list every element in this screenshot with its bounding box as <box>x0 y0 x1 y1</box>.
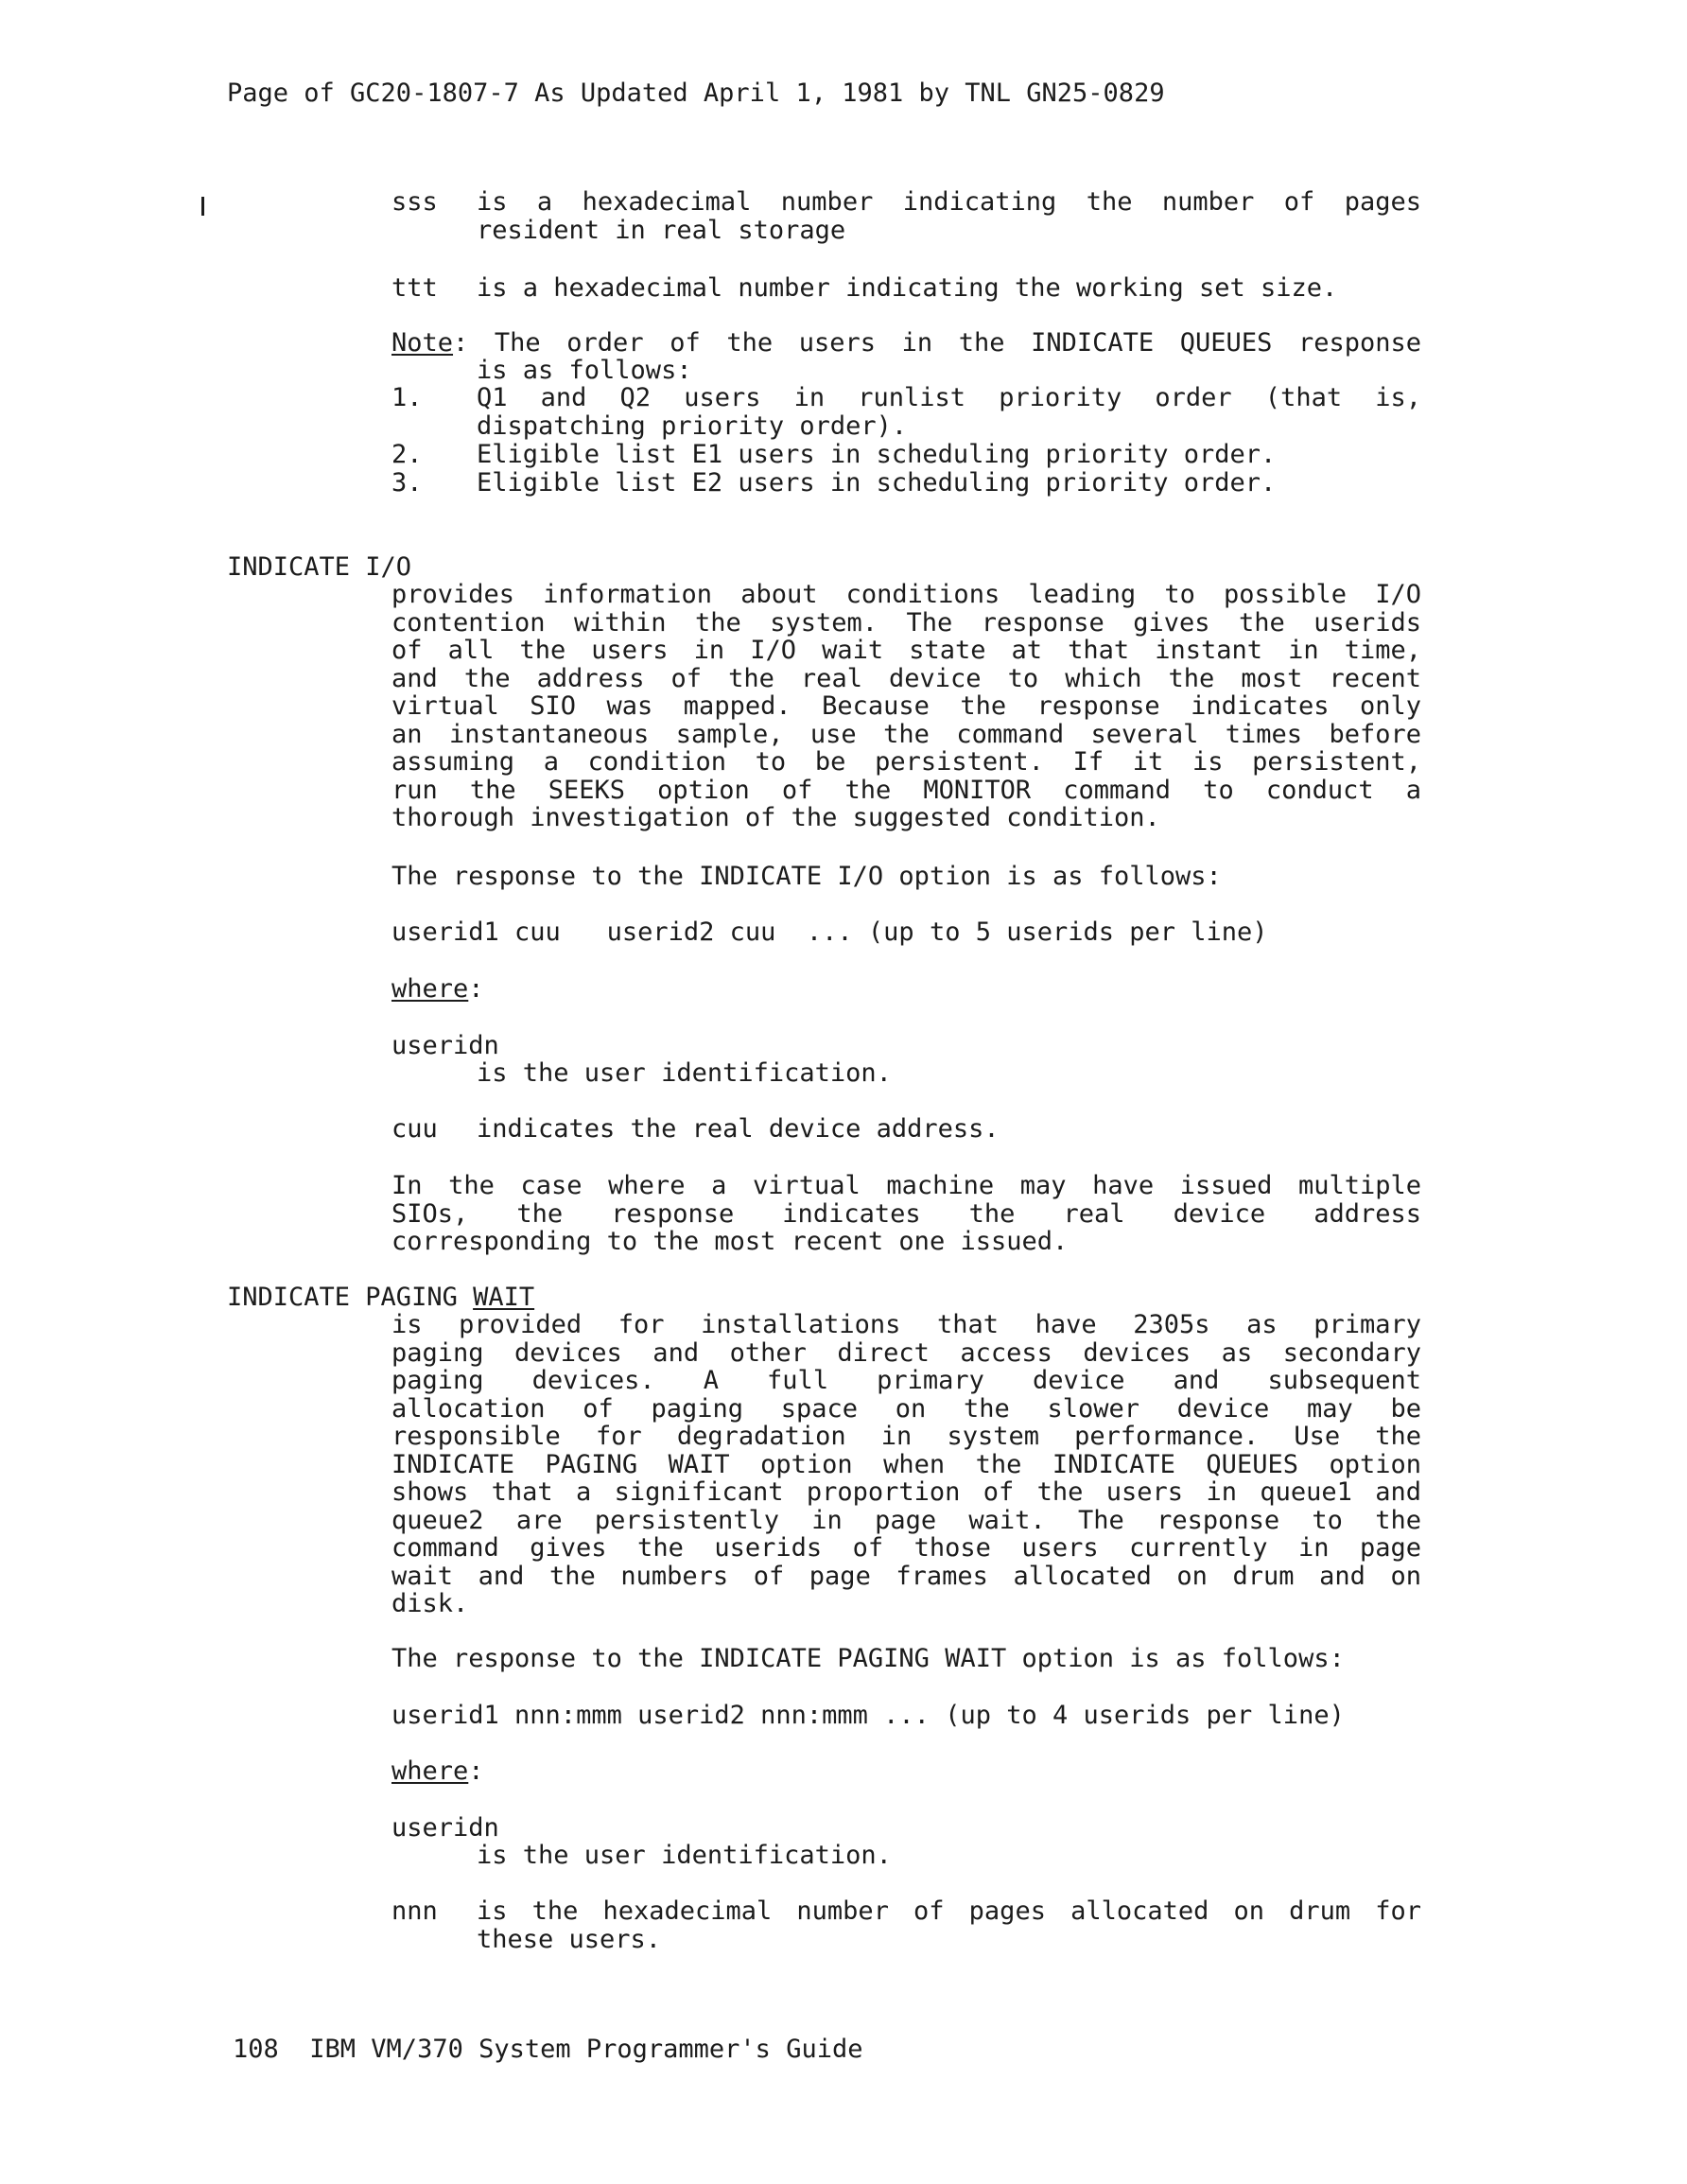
note-block: Note: The order of the users in the INDICATE QUEUES response <box>391 328 1421 358</box>
paging-def-useridn-text: is the user identification. <box>477 1841 892 1870</box>
io-def-cuu-text: indicates the real device address. <box>477 1114 1000 1144</box>
paging-where-label: where: <box>391 1756 484 1786</box>
paging-paragraph-1: is provided for installations that have 2305s as primary paging devices and other direct access devices as secondary paging devices. A full primary device and subsequent allocation of paging space on the slower device may be responsible for degradation in system performance. Use the INDICATE PAGING WAIT option when the INDICATE QUEUES option shows that a significant proportion of the users in queue1 and queue2 are persistently in page wait. The response to the command gives the userids of those users currently in page wait and the numbers of page frames allocated on drum and on disk. <box>391 1310 1421 1618</box>
io-def-useridn-text: is the user identification. <box>477 1058 892 1088</box>
def-text-ttt: is a hexadecimal number indicating the working set size. <box>477 273 1338 303</box>
page-footer: 108 IBM VM/370 System Programmer's Guide <box>233 2035 863 2064</box>
paging-def-useridn-term: useridn <box>391 1813 499 1843</box>
io-response-intro: The response to the INDICATE I/O option is as follows: <box>391 862 1222 891</box>
note-item-2-num: 2. <box>391 440 423 469</box>
paging-response-format: userid1 nnn:mmm userid2 nnn:mmm ... (up to 4 userids per line) <box>391 1701 1345 1730</box>
def-term-ttt: ttt <box>391 273 438 303</box>
io-paragraph-2: In the case where a virtual machine may have issued multiple SIOs, the response indicates the real device address corresponding to the most recent one issued. <box>391 1171 1421 1256</box>
paging-def-nnn-term: nnn <box>391 1896 438 1926</box>
def-text-sss: is a hexadecimal number indicating the number of pages resident in real storage <box>477 187 1421 245</box>
note-item-3: Eligible list E2 users in scheduling priority order. <box>477 468 1277 498</box>
note-item-2: Eligible list E1 users in scheduling priority order. <box>477 440 1277 469</box>
io-response-format: userid1 cuu userid2 cuu ... (up to 5 userids per line) <box>391 917 1268 947</box>
note-item-3-num: 3. <box>391 468 423 498</box>
section-heading-indicate-io: INDICATE I/O <box>227 552 412 582</box>
def-term-sss: sss <box>391 187 438 217</box>
revision-bar <box>201 197 204 216</box>
page-header: Page of GC20-1807-7 As Updated April 1, 1981 by TNL GN25-0829 <box>227 79 1165 108</box>
io-paragraph-1: provides information about conditions leading to possible I/O contention within the system. The response gives the userids of all the users in I/O wait state at that instant in time, and the address of the real device to which the most recent virtual SIO was mapped. Because the response indicates only an instantaneous sample, use the command several times before assuming a condition to be persistent. If it is persistent, run the SEEKS option of the MONITOR command to conduct a thorough investigation of the suggested condition. <box>391 580 1421 832</box>
io-where-label: where: <box>391 974 484 1004</box>
paging-def-nnn-text: is the hexadecimal number of pages allocated on drum for these users. <box>477 1896 1421 1954</box>
section-heading-indicate-paging-wait: INDICATE PAGING WAIT <box>227 1283 535 1312</box>
note-label: Note <box>391 328 454 358</box>
paging-response-intro: The response to the INDICATE PAGING WAIT option is as follows: <box>391 1644 1345 1673</box>
note-line-2: is as follows: <box>477 356 692 385</box>
io-def-useridn-term: useridn <box>391 1031 499 1060</box>
note-item-1: Q1 and Q2 users in runlist priority order (that is, dispatching priority order). <box>477 383 1421 441</box>
io-def-cuu-term: cuu <box>391 1114 438 1144</box>
note-item-1-num: 1. <box>391 383 423 412</box>
